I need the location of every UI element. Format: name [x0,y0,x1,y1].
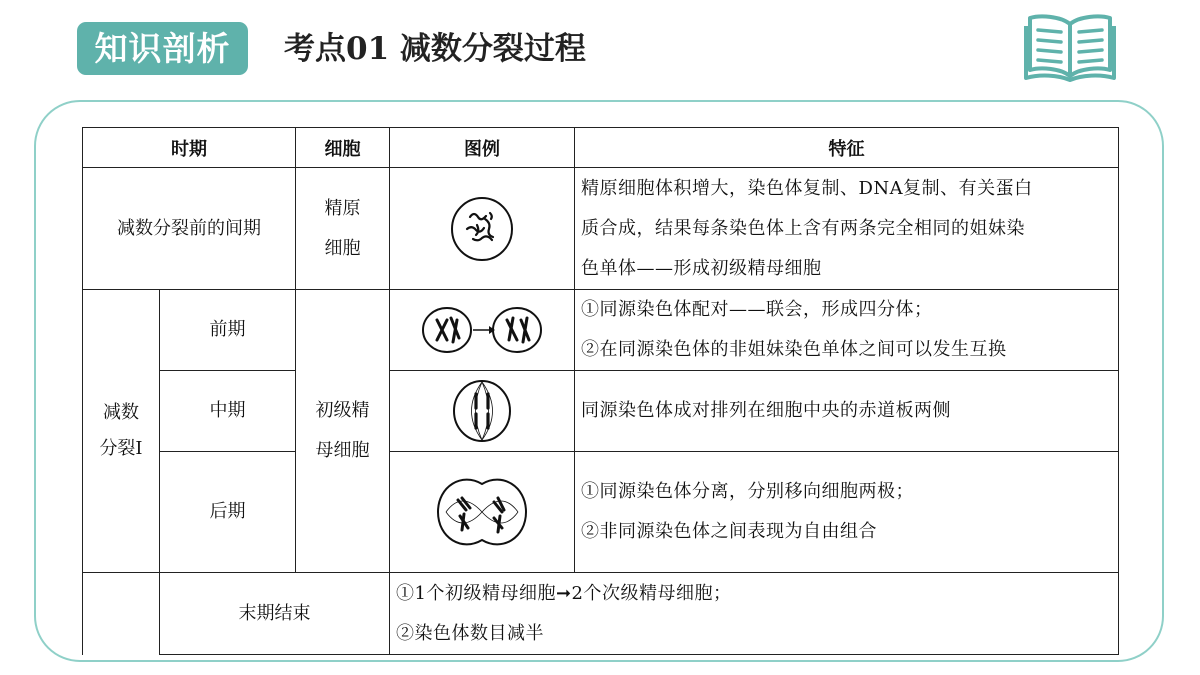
anaphase-figure [390,452,575,573]
table-row [83,371,1119,452]
feature-line: ②非同源染色体之间表现为自由组合 [581,521,877,542]
cell-label-line: 精原 [324,197,361,219]
open-book-icon [1024,10,1116,82]
cell-label-line: 细胞 [324,237,361,259]
meiosis1-label-spacer [83,573,160,655]
interphase-features [575,168,1119,290]
feature-line: ②在同源染色体的非姐妹染色单体之间可以发生互换 [581,339,1007,360]
prophase-features [575,290,1119,371]
cell-label-line: 初级精 [315,400,370,421]
table-row [83,168,1119,290]
interphase-figure [390,168,575,290]
table-row [83,573,1119,655]
prophase-stage: 前期 [160,290,296,371]
metaphase-features [575,371,1119,452]
meiosis1-cell [296,290,390,573]
prophase-illustration [417,298,547,362]
header-cell: 细胞 [296,128,390,168]
telophase-stage: 末期结束 [160,573,390,655]
feature-line: 质合成，结果每条染色体上含有两条完全相同的姐妹染 [581,217,1025,239]
metaphase-figure [390,371,575,452]
header-figure: 图例 [390,128,575,168]
interphase-cell-illustration [437,189,527,269]
table-row [83,290,1119,371]
cell-label-line: 母细胞 [315,440,370,461]
interphase-period: 减数分裂前的间期 [83,168,296,290]
anaphase-features [575,452,1119,573]
metaphase-stage: 中期 [160,371,296,452]
page-title: 考点01 减数分裂过程 [284,31,586,67]
meiosis-table [82,127,1119,655]
feature-line: ②染色体数目减半 [396,622,544,644]
feature-line: ①1个初级精母细胞➞2个次级精母细胞； [396,582,732,604]
telophase-features [390,573,1119,655]
prophase-figure [390,290,575,371]
feature-line: 精原细胞体积增大，染色体复制、DNA复制、有关蛋白 [581,177,1033,199]
interphase-cell [296,168,390,290]
feature-line: 色单体——形成初级精母细胞 [581,257,822,279]
feature-line: ①同源染色体分离，分别移向细胞两极； [581,481,914,502]
meiosis1-label-line: 减数 [103,402,139,423]
feature-line: ①同源染色体配对——联会，形成四分体； [581,299,933,320]
header-period: 时期 [83,128,296,168]
feature-line: 同源染色体成对排列在细胞中央的赤道板两侧 [581,400,951,421]
anaphase-illustration [432,472,532,552]
table-header-row [83,128,1119,168]
section-badge: 知识剖析 [77,22,248,75]
header-features: 特征 [575,128,1119,168]
meiosis1-label-line: 分裂Ⅰ [99,438,143,459]
table-row [83,452,1119,573]
meiosis1-label [83,290,160,573]
anaphase-stage: 后期 [160,452,296,573]
metaphase-illustration [447,376,517,446]
